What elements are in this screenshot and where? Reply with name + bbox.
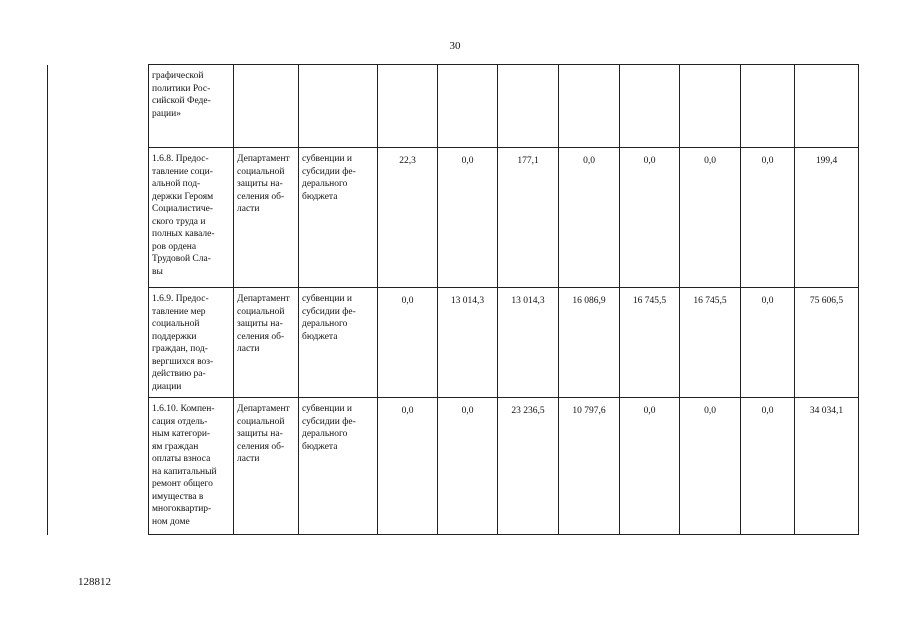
value-cell: 0,0	[438, 148, 498, 288]
value-cell: 16 745,5	[620, 288, 680, 398]
source-cell: субвенции и субсидии фе- дерального бюджета	[299, 288, 378, 398]
source-cell	[299, 65, 378, 148]
footer-code: 128812	[78, 576, 111, 588]
source-cell: субвенции и субсидии фе- дерального бюджета	[299, 148, 378, 288]
table-row	[48, 148, 859, 288]
value-cell: 23 236,5	[498, 398, 559, 535]
value-cell: 177,1	[498, 148, 559, 288]
value-cell	[559, 65, 620, 148]
value-cell	[680, 65, 741, 148]
value-cell: 0,0	[438, 398, 498, 535]
measure-cell: 1.6.9. Предос- тавление мер социальной поддержки граждан, под- вергшихся воз- действию ра- диации	[149, 288, 234, 398]
value-cell: 22,3	[378, 148, 438, 288]
value-cell: 0,0	[620, 148, 680, 288]
value-cell	[498, 65, 559, 148]
value-cell	[378, 65, 438, 148]
value-cell: 13 014,3	[498, 288, 559, 398]
program-table	[47, 64, 859, 535]
value-cell: 0,0	[620, 398, 680, 535]
executor-cell: Департамент социальной защиты на- селения об- ласти	[234, 148, 299, 288]
measure-cell: графической политики Рос- сийской Феде- рации»	[149, 65, 234, 148]
value-cell: 0,0	[680, 148, 741, 288]
table-row	[48, 398, 859, 535]
value-cell: 0,0	[378, 288, 438, 398]
page-number: 30	[449, 40, 461, 52]
value-cell	[438, 65, 498, 148]
table-row	[48, 288, 859, 398]
value-cell	[620, 65, 680, 148]
empty-first-column	[48, 65, 149, 535]
measure-cell: 1.6.8. Предос- тавление соци- альной под- держки Героям Социалистиче- ского труда и полных кавале- ров ордена Трудовой Сла- вы	[149, 148, 234, 288]
value-cell	[741, 65, 795, 148]
value-cell: 0,0	[741, 398, 795, 535]
value-cell: 16 086,9	[559, 288, 620, 398]
value-cell: 0,0	[741, 288, 795, 398]
value-cell: 0,0	[680, 398, 741, 535]
executor-cell	[234, 65, 299, 148]
value-cell	[795, 65, 859, 148]
value-cell: 199,4	[795, 148, 859, 288]
value-cell: 16 745,5	[680, 288, 741, 398]
executor-cell: Департамент социальной защиты на- селения об- ласти	[234, 288, 299, 398]
value-cell: 0,0	[559, 148, 620, 288]
table-row	[48, 65, 859, 148]
value-cell: 10 797,6	[559, 398, 620, 535]
executor-cell: Департамент социальной защиты на- селения об- ласти	[234, 398, 299, 535]
value-cell: 13 014,3	[438, 288, 498, 398]
value-cell: 75 606,5	[795, 288, 859, 398]
value-cell: 34 034,1	[795, 398, 859, 535]
value-cell: 0,0	[741, 148, 795, 288]
measure-cell: 1.6.10. Компен- сация отдель- ным категори- ям граждан оплаты взноса на капитальный ремонт общего имущества в многоквартир- ном доме	[149, 398, 234, 535]
source-cell: субвенции и субсидии фе- дерального бюджета	[299, 398, 378, 535]
value-cell: 0,0	[378, 398, 438, 535]
